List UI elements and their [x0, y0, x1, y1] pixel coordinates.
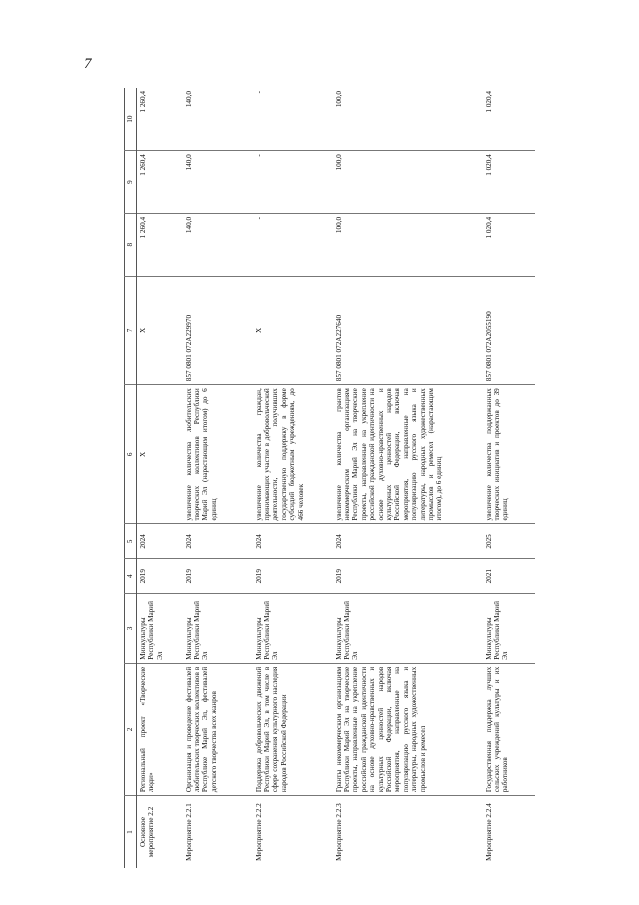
amount-cell: 140,0 [183, 213, 253, 276]
expected-result-cell: X [137, 385, 183, 524]
activity-name-cell: Поддержка добровольческих движений Республики Марий Эл, в том числе в сфере сохранения культурного наследия народов Российской Федерации [253, 663, 333, 795]
amount-cell: 140,0 [184, 91, 193, 108]
program-activities-table [124, 88, 535, 868]
executor-cell: Минкультуры Республики Марий Эл [483, 594, 535, 664]
end-year-cell: 2024 [137, 524, 183, 559]
amount-cell: 1 260,4 [137, 213, 183, 276]
activity-code-cell: Мероприятие 2.2.3 [333, 796, 483, 868]
activity-code-cell: Мероприятие 2.2.1 [183, 796, 253, 868]
start-year-cell: 2019 [253, 559, 333, 594]
expected-result-cell: увеличение количества любительских творческих коллективов Республики Марий Эл (нарастающим итогом) до 6 единиц [183, 385, 253, 524]
budget-code-cell: 857 0801 072A2055190 [483, 276, 535, 385]
executor-cell: Минкультуры Республики Марий Эл [137, 594, 183, 664]
column-header: 1 [125, 796, 137, 868]
budget-code-cell: 857 0801 072A229970 [183, 276, 253, 385]
executor-cell: Минкультуры Республики Марий Эл [333, 594, 483, 664]
activity-name-cell: Гранты некоммерческим организациям Республики Марий Эл на творческие проекты, направленные на укрепление российской гражданской идентичности на основе духовно-нравственных и культурных ценностей народов Российской Федерации, включая мероприятия, направленные на популяризацию русского языка и литературы, народных художественных промыслов и ремесел [333, 663, 483, 795]
activity-name-cell: Региональный проект «Творческие люди» [137, 663, 183, 795]
column-header: 9 [125, 151, 137, 214]
amount-cell: 1 020,4 [483, 151, 535, 214]
column-header: 6 [125, 385, 137, 524]
start-year-cell: 2021 [483, 559, 535, 594]
executor-cell: Минкультуры Республики Марий Эл [253, 594, 333, 664]
amount-cell: 100,0 [333, 151, 483, 214]
column-header: 5 [125, 524, 137, 559]
column-header: 2 [125, 663, 137, 795]
end-year-cell: 2025 [483, 524, 535, 559]
activity-code-cell: Основное мероприятие 2.2 [137, 796, 183, 868]
end-year-cell: 2024 [253, 524, 333, 559]
activity-code-cell: Мероприятие 2.2.2 [253, 796, 333, 868]
end-year-cell: 2024 [333, 524, 483, 559]
expected-result-cell: увеличение количества поддержанных творческих инициатив и проектов до 39 единиц [483, 385, 535, 524]
amount-cell: - [253, 213, 333, 276]
column-header: 3 [125, 594, 137, 664]
budget-code-cell: X [137, 276, 183, 385]
start-year-cell: 2019 [137, 559, 183, 594]
expected-result-cell: увеличение количества грантов некоммерческим организациям Республики Марий Эл на творческие проекты, направленные на укрепление российской гражданской идентичности на основе духовно-нравственных и культурных ценностей народов Российской Федерации, включая мероприятия, направленные на популяризацию русского языка и литературы, народных художественных промыслов и ремесел (нарастающим итогом), до 6 единиц [333, 385, 483, 524]
activity-name-cell: Организация и проведение фестивалей любительских творческих коллективов в Республике Марий Эл, фестивалей детского творчества всех жанров [183, 663, 253, 795]
column-header: 8 [125, 213, 137, 276]
table-row [483, 88, 535, 868]
column-header: 10 [125, 88, 137, 151]
column-number-row [125, 88, 137, 868]
page-number: 7 [84, 56, 92, 72]
amount-cell: 1 260,4 [137, 151, 183, 214]
column-header: 4 [125, 559, 137, 594]
end-year-cell: 2024 [183, 524, 253, 559]
activity-name-cell: Государственная поддержка лучших сельских учреждений культуры и их работников [483, 663, 535, 795]
amount-cell: 100,0 [333, 213, 483, 276]
budget-code-cell: 857 0801 072A227640 [333, 276, 483, 385]
amount-cell: 100,0 [334, 91, 343, 108]
amount-cell: 1 260,4 [139, 91, 147, 113]
amount-cell: - [254, 91, 263, 94]
start-year-cell: 2019 [183, 559, 253, 594]
amount-cell: 1 020,4 [483, 213, 535, 276]
expected-result-cell: увеличение количества граждан, принимающих участие в добровольческой деятельности, получивших государственную поддержку в форме субсидий бюджетным учреждениям, до 466 человек [253, 385, 333, 524]
table-row [137, 88, 183, 868]
amount-cell: 1 020,4 [484, 91, 493, 113]
table-row [333, 88, 483, 868]
budget-code-cell: X [253, 276, 333, 385]
column-header: 7 [125, 276, 137, 385]
table-row [183, 88, 253, 868]
rotated-table-container [124, 88, 544, 868]
start-year-cell: 2019 [333, 559, 483, 594]
activity-code-cell: Мероприятие 2.2.4 [483, 796, 535, 868]
amount-cell: 140,0 [183, 151, 253, 214]
amount-cell: - [253, 151, 333, 214]
table-row [253, 88, 333, 868]
executor-cell: Минкультуры Республики Марий Эл [183, 594, 253, 664]
